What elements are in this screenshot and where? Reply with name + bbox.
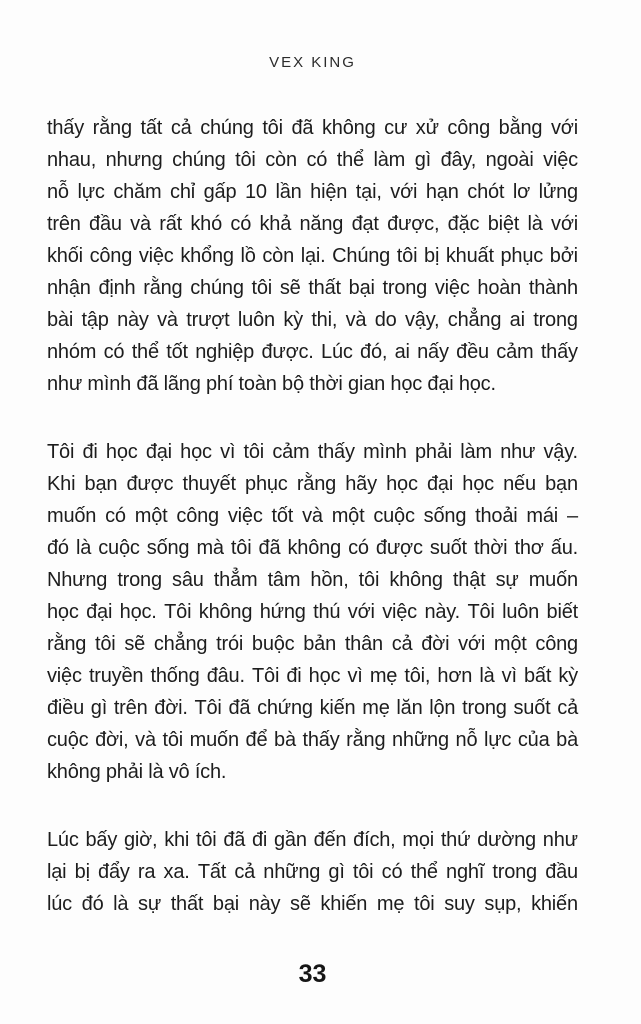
- text-line: bài tập này và trượt luôn kỳ thi, và do vậy, chẳng ai trong: [47, 309, 578, 331]
- text-line: nhau, nhưng chúng tôi còn có thể làm gì đây, ngoài việc: [47, 149, 578, 171]
- body-text: [47, 112, 578, 920]
- text-line: lúc đó là sự thất bại này sẽ khiến mẹ tôi suy sụp, khiến: [47, 893, 578, 915]
- text-line: Tôi đi học đại học vì tôi cảm thấy mình phải làm như vậy.: [47, 441, 578, 463]
- text-line: Nhưng trong sâu thẳm tâm hồn, tôi không thật sự muốn: [47, 569, 578, 591]
- text-line: Khi bạn được thuyết phục rằng hãy học đại học nếu bạn: [47, 473, 578, 495]
- text-line: rằng tôi sẽ chẳng trói buộc bản thân cả đời với một công: [47, 633, 578, 655]
- text-line: việc truyền thống đâu. Tôi đi học vì mẹ tôi, hơn là vì bất kỳ: [47, 665, 578, 687]
- text-line: thấy rằng tất cả chúng tôi đã không cư xử công bằng với: [47, 117, 578, 139]
- text-line: học đại học. Tôi không hứng thú với việc này. Tôi luôn biết: [47, 601, 578, 623]
- text-line: điều gì trên đời. Tôi đã chứng kiến mẹ lăn lộn trong suốt cả: [47, 697, 578, 719]
- text-line: nhận định rằng chúng tôi sẽ thất bại trong việc hoàn thành: [47, 277, 578, 299]
- page-number: 33: [298, 960, 327, 988]
- text-line: cuộc đời, và tôi muốn để bà thấy rằng những nỗ lực của bà: [47, 729, 578, 751]
- text-line: khối công việc khổng lồ còn lại. Chúng tôi bị khuất phục bởi: [47, 245, 578, 267]
- text-line: trên đầu và rất khó có khả năng đạt được, đặc biệt là với: [47, 213, 578, 235]
- text-line: lại bị đẩy ra xa. Tất cả những gì tôi có thể nghĩ trong đầu: [47, 861, 578, 883]
- paragraph: [47, 112, 578, 400]
- text-line: muốn có một công việc tốt và một cuộc sống thoải mái –: [47, 505, 578, 527]
- paragraph: [47, 824, 578, 920]
- paragraph: [47, 436, 578, 788]
- text-line: đó là cuộc sống mà tôi đã không có được suốt thời thơ ấu.: [47, 537, 578, 559]
- text-line: như mình đã lãng phí toàn bộ thời gian học đại học.: [47, 373, 496, 395]
- text-line: nỗ lực chăm chỉ gấp 10 lần hiện tại, với hạn chót lơ lửng: [47, 181, 578, 203]
- running-header: VEX KING: [269, 54, 356, 71]
- text-line: không phải là vô ích.: [47, 761, 227, 783]
- text-line: Lúc bấy giờ, khi tôi đã đi gần đến đích, mọi thứ dường như: [47, 829, 578, 851]
- text-line: nhóm có thể tốt nghiệp được. Lúc đó, ai nấy đều cảm thấy: [47, 341, 578, 363]
